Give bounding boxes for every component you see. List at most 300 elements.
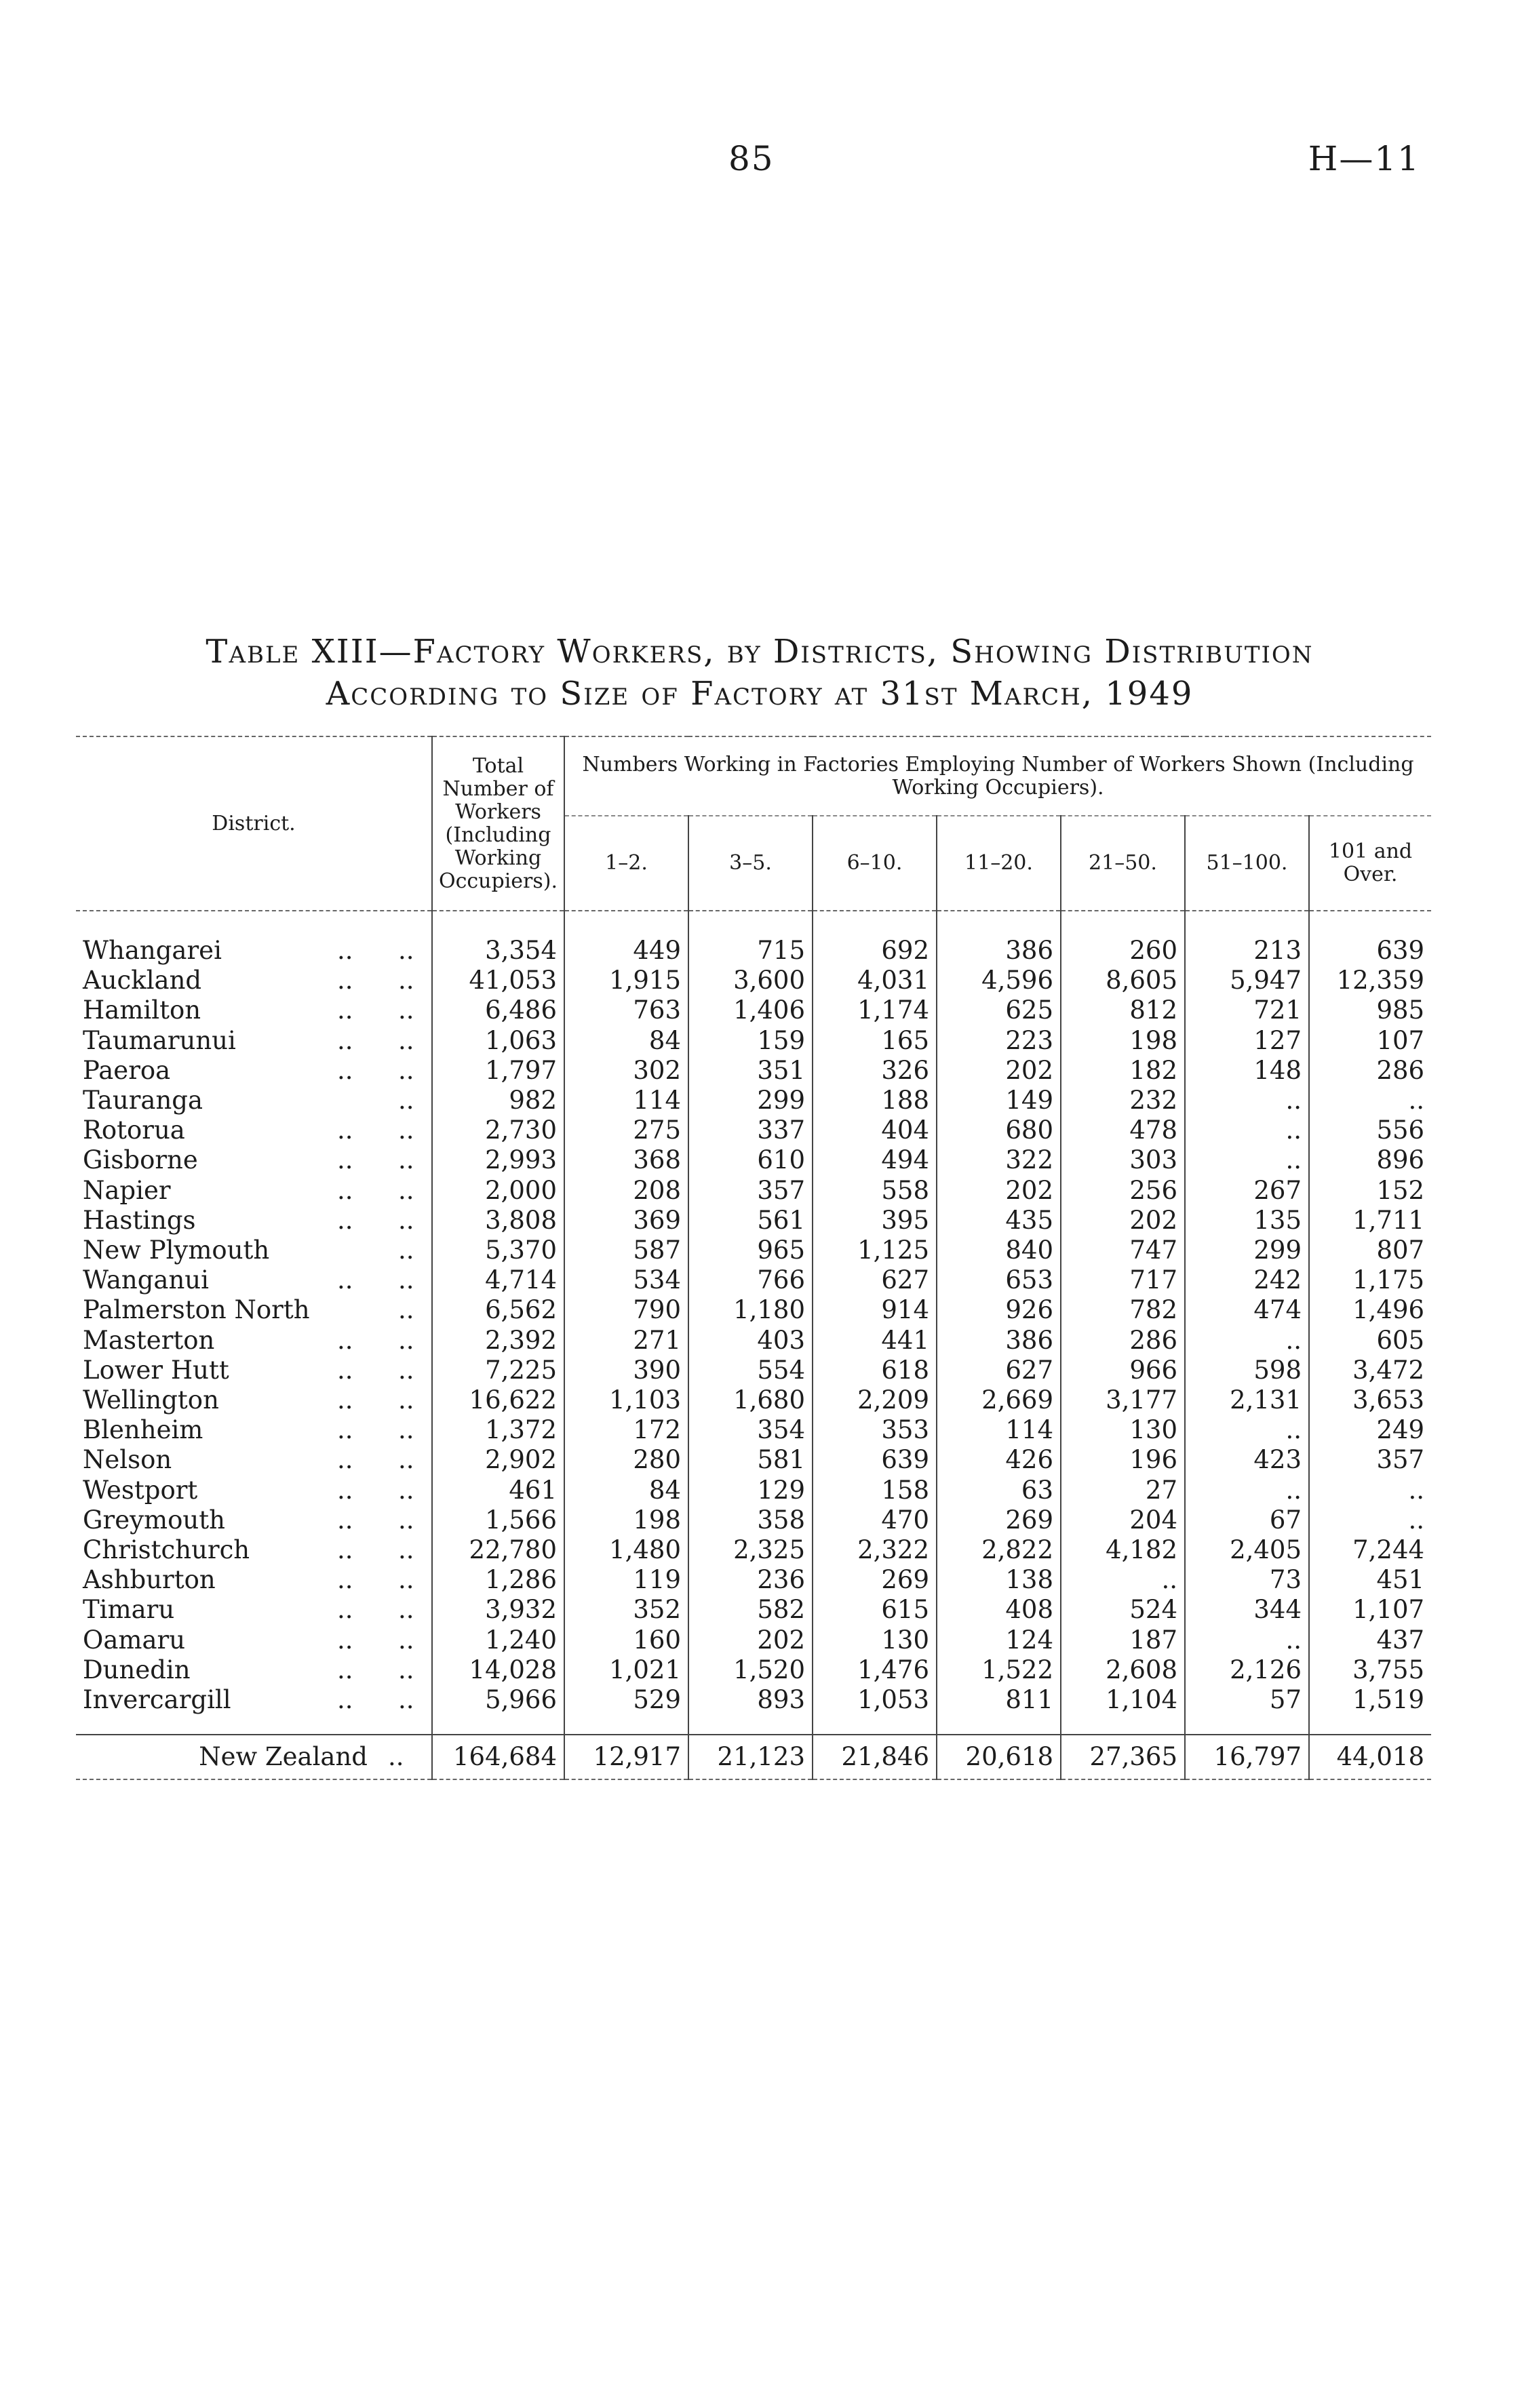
total-workers-cell: 6,486 [432,995,564,1025]
size-21-50-cell: 2,608 [1061,1655,1185,1685]
size-3-5-cell: 129 [688,1476,813,1505]
total-workers-cell: 2,902 [432,1445,564,1475]
size-101-over-cell: 152 [1309,1176,1431,1206]
size-21-50-cell: 260 [1061,936,1185,966]
leader-dots: .. [337,1445,353,1475]
size-101-over-cell: 3,653 [1309,1385,1431,1415]
total-workers-cell: 22,780 [432,1535,564,1565]
district-name: Taumarunui [83,1025,236,1055]
size-6-10-cell: 165 [813,1026,937,1056]
leader-dots: .. [398,966,414,995]
size-101-over-cell: 605 [1309,1326,1431,1356]
district-name: Nelson [83,1445,172,1475]
size-1-2-cell: 1,480 [564,1535,688,1565]
district-cell [76,1445,432,1475]
size-3-5-cell: 2,325 [688,1535,813,1565]
table-row [76,1086,1431,1116]
size-101-over-cell: 1,107 [1309,1595,1431,1625]
size-51-100-cell: 598 [1185,1356,1309,1385]
size-11-20-cell: 202 [937,1176,1061,1206]
size-header-21-50: 21–50. [1061,816,1185,911]
district-cell [76,1476,432,1505]
leader-dots: .. [398,1565,414,1595]
size-header-3-5: 3–5. [688,816,813,911]
size-3-5-cell: 354 [688,1415,813,1445]
table-row [76,1236,1431,1265]
document-reference: H—11 [1308,139,1420,178]
table-row [76,1476,1431,1505]
spacer-row [76,911,1431,936]
size-3-5-cell: 3,600 [688,966,813,995]
size-11-20-cell: 926 [937,1295,1061,1325]
district-cell [76,1145,432,1175]
size-21-50-cell: 198 [1061,1026,1185,1056]
size-1-2-cell: 1,915 [564,966,688,995]
size-21-50-cell: 182 [1061,1056,1185,1086]
size-1-2-cell: 160 [564,1625,688,1655]
size-101-over-cell: 286 [1309,1056,1431,1086]
size-1-2-cell: 302 [564,1056,688,1086]
size-header-51-100: 51–100. [1185,816,1309,911]
size-51-100-cell: 213 [1185,936,1309,966]
size-6-10-cell: 21,846 [813,1735,937,1779]
leader-dots: .. [337,1265,353,1295]
leader-dots: .. [337,1535,353,1565]
size-51-100-cell: 67 [1185,1505,1309,1535]
district-cell [76,1326,432,1356]
size-1-2-cell: 763 [564,995,688,1025]
size-101-over-cell: 357 [1309,1445,1431,1475]
size-6-10-cell: 2,322 [813,1535,937,1565]
district-cell [76,1385,432,1415]
leader-dots: .. [337,1475,353,1505]
size-51-100-cell: .. [1185,1625,1309,1655]
size-51-100-cell: 2,126 [1185,1655,1309,1685]
size-51-100-cell: .. [1185,1476,1309,1505]
table-row [76,1116,1431,1145]
size-6-10-cell: 470 [813,1505,937,1535]
size-11-20-cell: 1,522 [937,1655,1061,1685]
leader-dots: .. [337,1565,353,1595]
leader-dots: .. [337,1685,353,1715]
total-workers-cell: 1,566 [432,1505,564,1535]
size-11-20-cell: 2,669 [937,1385,1061,1415]
size-6-10-cell: 627 [813,1265,937,1295]
size-21-50-cell: 256 [1061,1176,1185,1206]
district-name: Hastings [83,1205,196,1235]
table-row [76,1356,1431,1385]
size-21-50-cell: 130 [1061,1415,1185,1445]
factory-workers-table [76,736,1431,1780]
size-51-100-cell: .. [1185,1086,1309,1116]
size-11-20-cell: 653 [937,1265,1061,1295]
size-1-2-cell: 790 [564,1295,688,1325]
total-workers-cell: 1,240 [432,1625,564,1655]
district-cell [76,1505,432,1535]
district-name: Tauranga [83,1086,203,1116]
size-header-6-10: 6–10. [813,816,937,911]
total-workers-cell: 1,063 [432,1026,564,1056]
size-51-100-cell: 344 [1185,1595,1309,1625]
size-11-20-cell: 149 [937,1086,1061,1116]
leader-dots: .. [398,1145,414,1175]
size-6-10-cell: 618 [813,1356,937,1385]
size-6-10-cell: 158 [813,1476,937,1505]
table-row [76,1685,1431,1715]
leader-dots: .. [398,1325,414,1355]
district-name: Greymouth [83,1505,225,1535]
size-6-10-cell: 130 [813,1625,937,1655]
table-row [76,1505,1431,1535]
size-3-5-cell: 299 [688,1086,813,1116]
size-3-5-cell: 358 [688,1505,813,1535]
district-name: Wanganui [83,1265,209,1295]
leader-dots: .. [337,1325,353,1355]
size-6-10-cell: 914 [813,1295,937,1325]
size-11-20-cell: 138 [937,1565,1061,1595]
district-cell [76,1026,432,1056]
table-row [76,1326,1431,1356]
district-name: Wellington [83,1385,219,1415]
size-51-100-cell: 148 [1185,1056,1309,1086]
district-cell [76,1356,432,1385]
total-workers-cell: 982 [432,1086,564,1116]
size-101-over-cell: 807 [1309,1236,1431,1265]
table-title-line-2: According to Size of Factory at 31st March, 1949 [326,675,1194,713]
district-name: Ashburton [83,1565,216,1595]
size-3-5-cell: 236 [688,1565,813,1595]
district-cell [76,1086,432,1116]
district-cell [76,936,432,966]
size-51-100-cell: 73 [1185,1565,1309,1595]
size-1-2-cell: 352 [564,1595,688,1625]
size-6-10-cell: 558 [813,1176,937,1206]
total-row [76,1735,1431,1779]
leader-dots: .. [398,1025,414,1055]
size-101-over-cell: 437 [1309,1625,1431,1655]
size-header-1-2: 1–2. [564,816,688,911]
total-workers-cell: 6,562 [432,1295,564,1325]
size-1-2-cell: 529 [564,1685,688,1715]
table-row [76,1625,1431,1655]
size-101-over-cell: 1,175 [1309,1265,1431,1295]
leader-dots: .. [398,1295,414,1325]
size-6-10-cell: 692 [813,936,937,966]
size-11-20-cell: 627 [937,1356,1061,1385]
spacer-row [76,1715,1431,1735]
size-1-2-cell: 1,021 [564,1655,688,1685]
table-row [76,1145,1431,1175]
leader-dots: .. [337,1655,353,1684]
table-row [76,1535,1431,1565]
size-3-5-cell: 1,680 [688,1385,813,1415]
size-21-50-cell: 27 [1061,1476,1185,1505]
size-101-over-cell: 451 [1309,1565,1431,1595]
size-3-5-cell: 357 [688,1176,813,1206]
size-11-20-cell: 386 [937,1326,1061,1356]
district-cell [76,1236,432,1265]
total-workers-cell: 3,808 [432,1206,564,1236]
size-6-10-cell: 269 [813,1565,937,1595]
leader-dots: .. [398,936,414,965]
leader-dots: .. [398,1445,414,1475]
total-workers-cell: 4,714 [432,1265,564,1295]
size-1-2-cell: 369 [564,1206,688,1236]
size-6-10-cell: 4,031 [813,966,937,995]
table-row [76,1415,1431,1445]
size-6-10-cell: 2,209 [813,1385,937,1415]
leader-dots: .. [388,1742,404,1772]
leader-dots: .. [337,1415,353,1445]
table-row [76,1565,1431,1595]
leader-dots: .. [337,1595,353,1625]
district-name: Paeroa [83,1055,171,1085]
size-3-5-cell: 893 [688,1685,813,1715]
total-workers-cell: 2,993 [432,1145,564,1175]
district-name: Rotorua [83,1116,185,1145]
size-101-over-cell: 249 [1309,1415,1431,1445]
size-1-2-cell: 172 [564,1415,688,1445]
total-workers-cell: 461 [432,1476,564,1505]
total-workers-cell: 5,370 [432,1236,564,1265]
size-header-101-over: 101 and Over. [1309,816,1431,911]
leader-dots: .. [337,1175,353,1205]
size-101-over-cell: 985 [1309,995,1431,1025]
district-cell [76,1116,432,1145]
size-101-over-cell: .. [1309,1505,1431,1535]
leader-dots: .. [398,1116,414,1145]
leader-dots: .. [337,1505,353,1535]
total-workers-cell: 41,053 [432,966,564,995]
total-workers-cell: 164,684 [432,1735,564,1779]
leader-dots: .. [398,1535,414,1565]
size-11-20-cell: 322 [937,1145,1061,1175]
total-workers-cell: 7,225 [432,1356,564,1385]
district-cell [76,1206,432,1236]
size-3-5-cell: 554 [688,1356,813,1385]
leader-dots: .. [337,1355,353,1385]
district-cell [76,1735,432,1779]
district-cell [76,1685,432,1715]
total-workers-cell: 2,392 [432,1326,564,1356]
district-name: Blenheim [83,1415,203,1445]
size-11-20-cell: 63 [937,1476,1061,1505]
size-21-50-cell: 1,104 [1061,1685,1185,1715]
leader-dots: .. [398,1415,414,1445]
district-cell [76,1595,432,1625]
leader-dots: .. [337,936,353,965]
size-51-100-cell: 474 [1185,1295,1309,1325]
total-workers-cell: 3,354 [432,936,564,966]
size-101-over-cell: 107 [1309,1026,1431,1056]
size-1-2-cell: 390 [564,1356,688,1385]
district-name: Dunedin [83,1655,191,1684]
size-3-5-cell: 1,180 [688,1295,813,1325]
size-1-2-cell: 271 [564,1326,688,1356]
district-name: Invercargill [83,1685,231,1715]
size-51-100-cell: 127 [1185,1026,1309,1056]
size-11-20-cell: 680 [937,1116,1061,1145]
size-51-100-cell: 423 [1185,1445,1309,1475]
district-name: Auckland [83,966,202,995]
size-51-100-cell: 5,947 [1185,966,1309,995]
size-11-20-cell: 2,822 [937,1535,1061,1565]
size-101-over-cell: 3,755 [1309,1655,1431,1685]
total-workers-cell: 1,286 [432,1565,564,1595]
size-21-50-cell: 303 [1061,1145,1185,1175]
size-21-50-cell: 812 [1061,995,1185,1025]
size-51-100-cell: 57 [1185,1685,1309,1715]
size-3-5-cell: 21,123 [688,1735,813,1779]
size-11-20-cell: 426 [937,1445,1061,1475]
total-workers-cell: 3,932 [432,1595,564,1625]
size-3-5-cell: 561 [688,1206,813,1236]
leader-dots: .. [337,1116,353,1145]
district-cell [76,1265,432,1295]
total-workers-cell: 1,797 [432,1056,564,1086]
size-101-over-cell: 3,472 [1309,1356,1431,1385]
size-6-10-cell: 1,125 [813,1236,937,1265]
size-21-50-cell: 286 [1061,1326,1185,1356]
leader-dots: .. [337,1145,353,1175]
size-51-100-cell: 721 [1185,995,1309,1025]
table-row [76,1265,1431,1295]
size-3-5-cell: 766 [688,1265,813,1295]
size-1-2-cell: 587 [564,1236,688,1265]
leader-dots: .. [398,1205,414,1235]
size-11-20-cell: 408 [937,1595,1061,1625]
size-11-20-cell: 386 [937,936,1061,966]
district-name: Timaru [83,1595,175,1625]
district-name: Whangarei [83,936,222,965]
leader-dots: .. [398,1055,414,1085]
size-6-10-cell: 353 [813,1415,937,1445]
size-11-20-cell: 202 [937,1056,1061,1086]
size-group-header: Numbers Working in Factories Employing Number of Workers Shown (Including Working Occupiers). [564,736,1431,816]
district-name: Christchurch [83,1535,250,1565]
table-row [76,1295,1431,1325]
district-cell [76,1655,432,1685]
leader-dots: .. [337,1205,353,1235]
leader-dots: .. [398,1265,414,1295]
size-101-over-cell: 1,711 [1309,1206,1431,1236]
size-21-50-cell: 3,177 [1061,1385,1185,1415]
district-cell [76,966,432,995]
size-1-2-cell: 12,917 [564,1735,688,1779]
size-51-100-cell: .. [1185,1326,1309,1356]
size-21-50-cell: 478 [1061,1116,1185,1145]
size-1-2-cell: 84 [564,1026,688,1056]
leader-dots: .. [398,1355,414,1385]
size-11-20-cell: 124 [937,1625,1061,1655]
size-101-over-cell: 1,496 [1309,1295,1431,1325]
size-21-50-cell: 187 [1061,1625,1185,1655]
total-workers-cell: 2,730 [432,1116,564,1145]
leader-dots: .. [398,1505,414,1535]
size-6-10-cell: 326 [813,1056,937,1086]
total-workers-cell: 5,966 [432,1685,564,1715]
table-row [76,1445,1431,1475]
size-21-50-cell: 966 [1061,1356,1185,1385]
size-3-5-cell: 1,520 [688,1655,813,1685]
table-row [76,966,1431,995]
district-cell [76,1176,432,1206]
size-3-5-cell: 1,406 [688,995,813,1025]
size-3-5-cell: 965 [688,1236,813,1265]
table-row [76,995,1431,1025]
size-1-2-cell: 275 [564,1116,688,1145]
size-1-2-cell: 1,103 [564,1385,688,1415]
size-3-5-cell: 715 [688,936,813,966]
size-101-over-cell: 7,244 [1309,1535,1431,1565]
size-6-10-cell: 1,053 [813,1685,937,1715]
leader-dots: .. [398,1385,414,1415]
district-cell [76,1056,432,1086]
size-51-100-cell: 2,131 [1185,1385,1309,1415]
leader-dots: .. [337,1385,353,1415]
table-row [76,1176,1431,1206]
leader-dots: .. [398,1175,414,1205]
leader-dots: .. [337,995,353,1025]
leader-dots: .. [337,1055,353,1085]
size-21-50-cell: 204 [1061,1505,1185,1535]
size-1-2-cell: 114 [564,1086,688,1116]
size-101-over-cell: 639 [1309,936,1431,966]
table-title-line-1: Table XIII—Factory Workers, by Districts, Showing Distribution [206,633,1314,671]
district-name: New Plymouth [83,1236,270,1265]
size-21-50-cell: 196 [1061,1445,1185,1475]
table-row [76,1056,1431,1086]
size-21-50-cell: 717 [1061,1265,1185,1295]
district-name: New Zealand [199,1742,368,1772]
size-11-20-cell: 20,618 [937,1735,1061,1779]
district-column-header: District. [76,736,432,911]
size-11-20-cell: 223 [937,1026,1061,1056]
size-21-50-cell: .. [1061,1565,1185,1595]
size-3-5-cell: 202 [688,1625,813,1655]
size-51-100-cell: .. [1185,1116,1309,1145]
size-11-20-cell: 435 [937,1206,1061,1236]
size-1-2-cell: 119 [564,1565,688,1595]
size-21-50-cell: 27,365 [1061,1735,1185,1779]
size-3-5-cell: 403 [688,1326,813,1356]
district-cell [76,1535,432,1565]
size-21-50-cell: 4,182 [1061,1535,1185,1565]
size-11-20-cell: 625 [937,995,1061,1025]
size-11-20-cell: 269 [937,1505,1061,1535]
district-name: Oamaru [83,1625,186,1655]
table-row [76,936,1431,966]
size-3-5-cell: 337 [688,1116,813,1145]
size-101-over-cell: 1,519 [1309,1685,1431,1715]
size-101-over-cell: 896 [1309,1145,1431,1175]
size-1-2-cell: 208 [564,1176,688,1206]
district-name: Palmerston North [83,1295,310,1325]
total-workers-cell: 1,372 [432,1415,564,1445]
size-101-over-cell: 556 [1309,1116,1431,1145]
leader-dots: .. [337,1625,353,1655]
district-name: Napier [83,1175,171,1205]
table-row [76,1026,1431,1056]
leader-dots: .. [398,1475,414,1505]
district-name: Lower Hutt [83,1355,229,1385]
size-101-over-cell: 12,359 [1309,966,1431,995]
leader-dots: .. [337,966,353,995]
size-11-20-cell: 114 [937,1415,1061,1445]
size-101-over-cell: .. [1309,1086,1431,1116]
size-1-2-cell: 534 [564,1265,688,1295]
size-51-100-cell: .. [1185,1415,1309,1445]
